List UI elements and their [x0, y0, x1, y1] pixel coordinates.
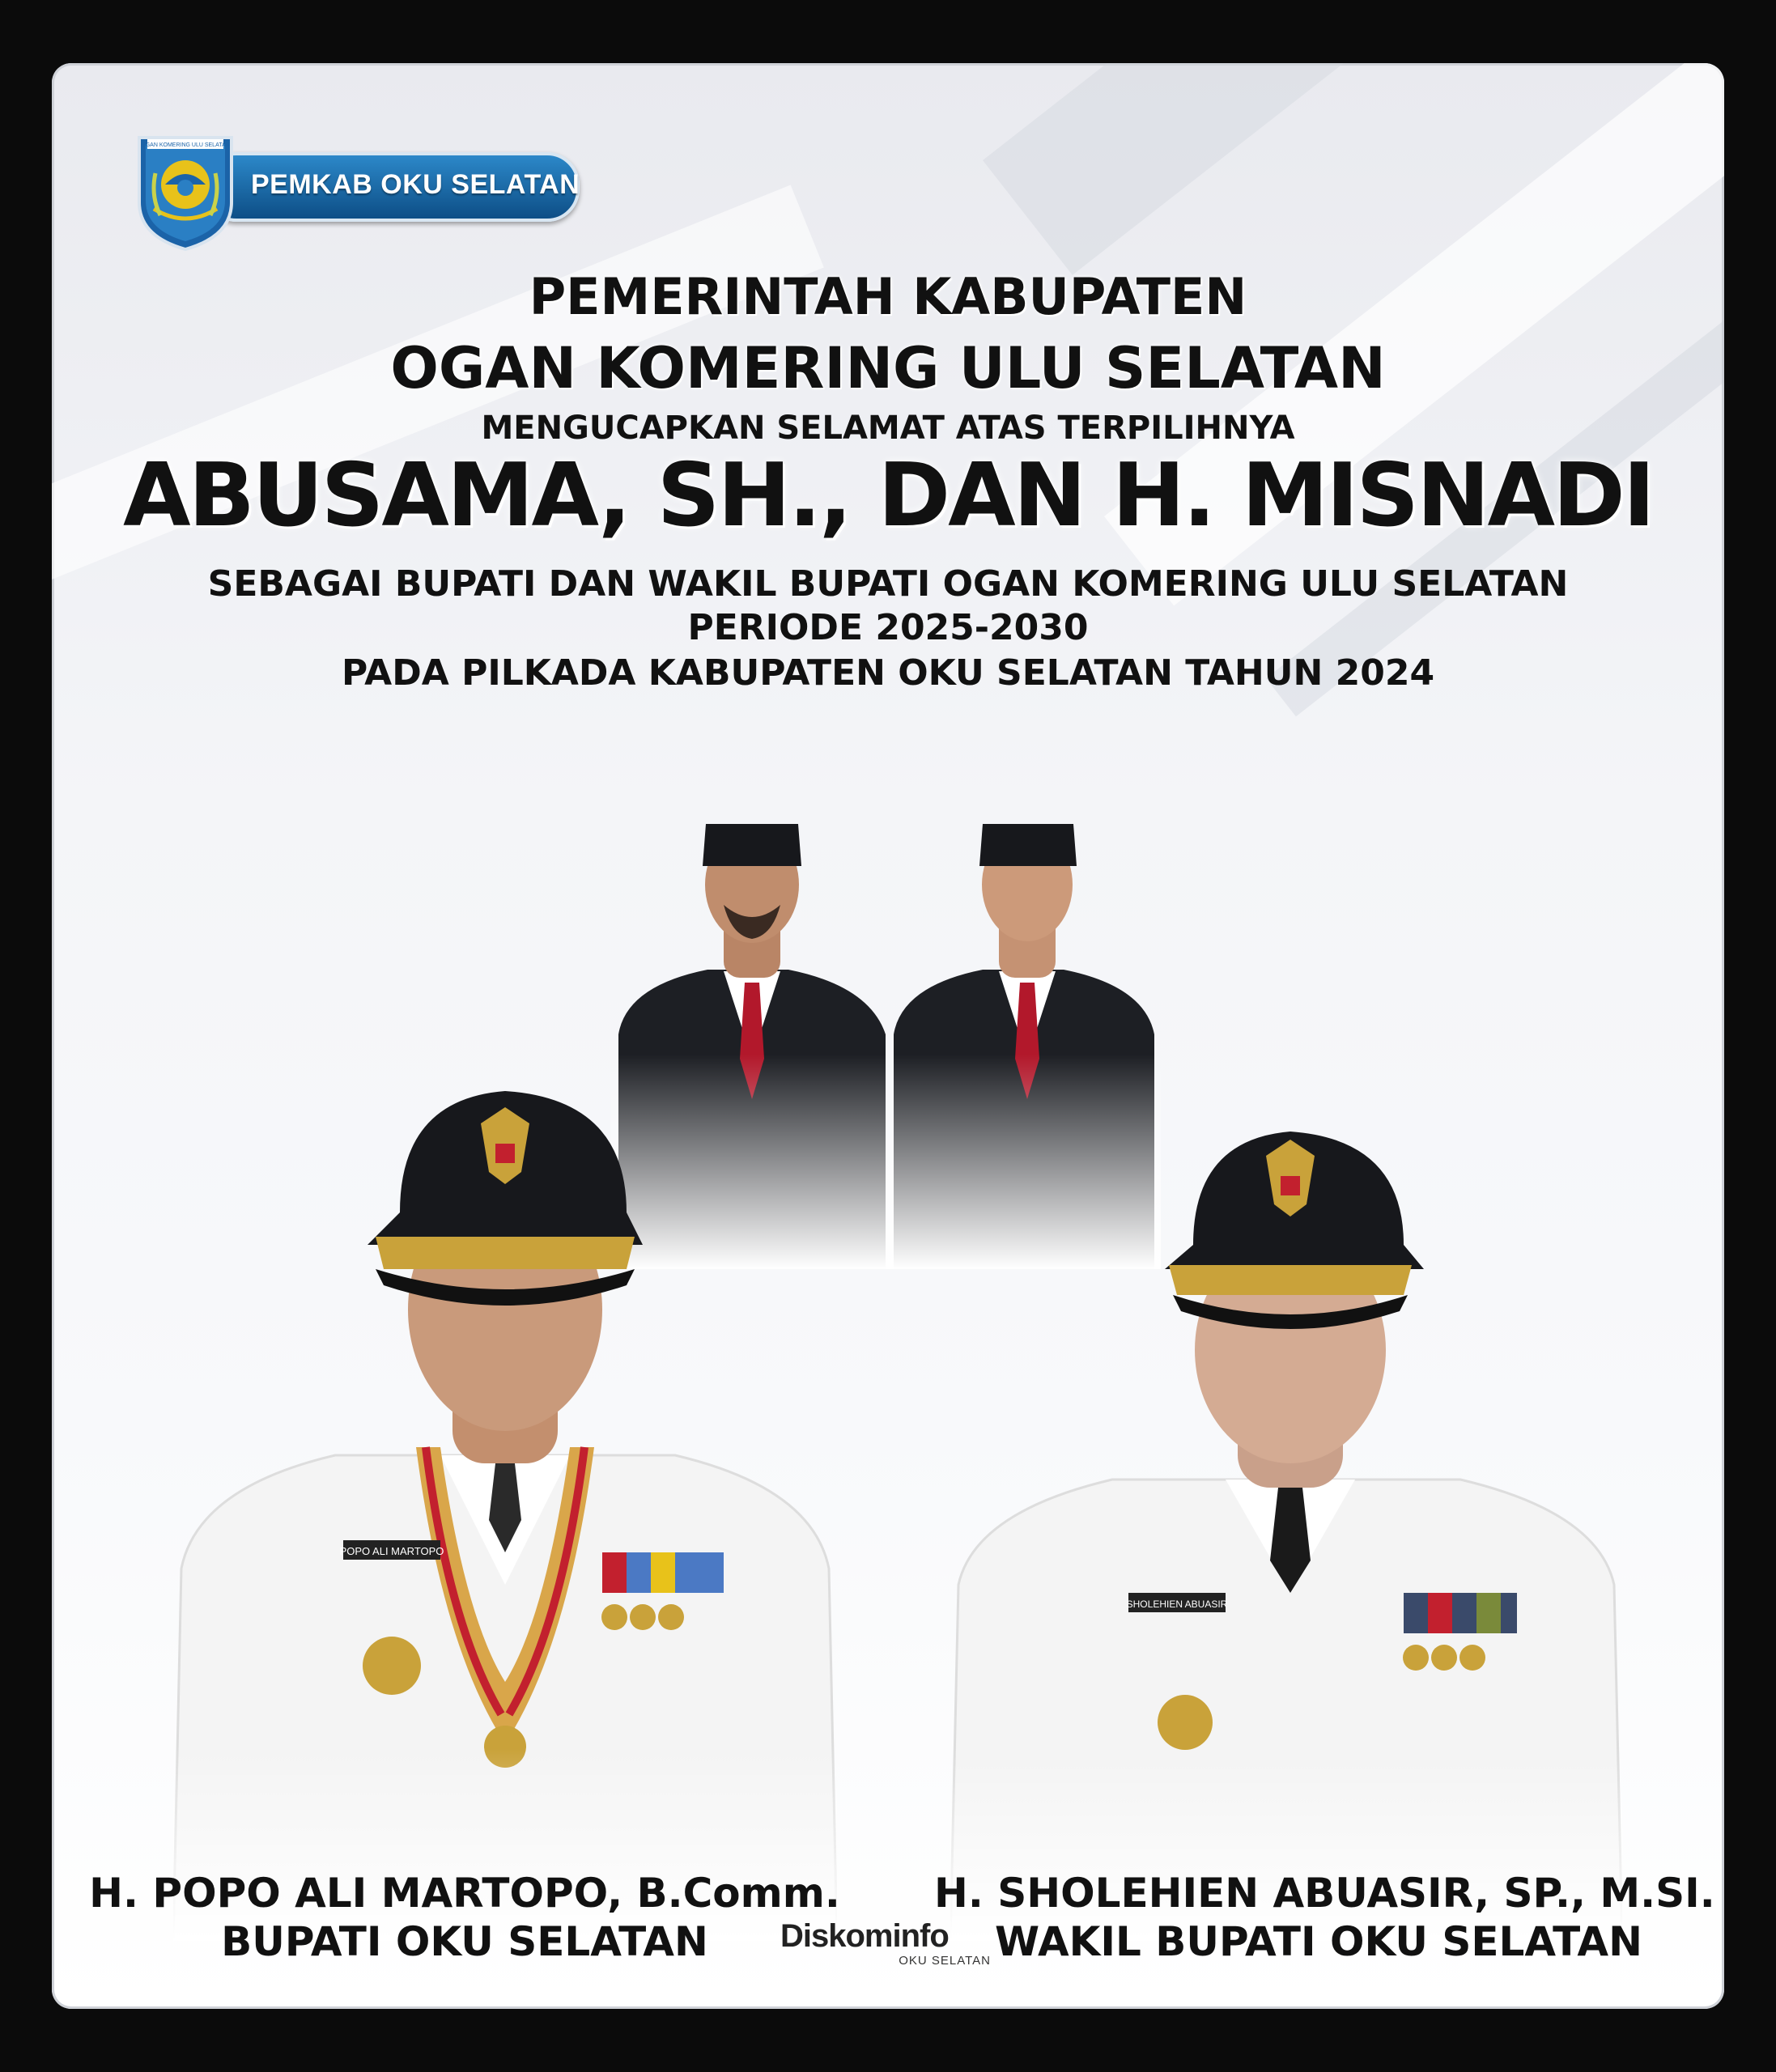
wakil-bupati-name: H. SHOLEHIEN ABUASIR, SP., M.SI. [934, 1870, 1715, 1917]
pemkab-logo [133, 131, 586, 253]
poster-frame [52, 63, 1724, 2009]
crest-text: OGAN KOMERING ULU SELATAN [141, 142, 230, 148]
wakil-bupati-title: WAKIL BUPATI OKU SELATAN [995, 1918, 1642, 1965]
elected-names: ABUSAMA, SH., DAN H. MISNADI [123, 445, 1653, 546]
bupati-photo [173, 1067, 837, 1941]
headline-line-2: OGAN KOMERING ULU SELATAN [390, 335, 1386, 401]
diskominfo-watermark [780, 1918, 991, 1975]
bupati-title: BUPATI OKU SELATAN [221, 1918, 708, 1965]
headline-line-7: PADA PILKADA KABUPATEN OKU SELATAN TAHUN 2024 [341, 652, 1435, 694]
headline-period: PERIODE 2025-2030 [687, 607, 1089, 648]
wakil-bupati-photo [950, 1107, 1622, 1941]
diskominfo-word: Diskominfo [780, 1918, 949, 1954]
headline-line-3: MENGUCAPKAN SELAMAT ATAS TERPILIHNYA [481, 410, 1295, 447]
diskominfo-sub: OKU SELATAN [899, 1954, 991, 1968]
headline-line-1: PEMERINTAH KABUPATEN [529, 267, 1247, 326]
logo-pill-label: PEMKAB OKU SELATAN [251, 169, 580, 200]
bupati-name: H. POPO ALI MARTOPO, B.Comm. [89, 1870, 840, 1917]
headline-line-5: SEBAGAI BUPATI DAN WAKIL BUPATI OGAN KOMERING ULU SELATAN [207, 563, 1569, 605]
regency-crest-icon [133, 131, 238, 253]
logo-pill [204, 152, 580, 222]
